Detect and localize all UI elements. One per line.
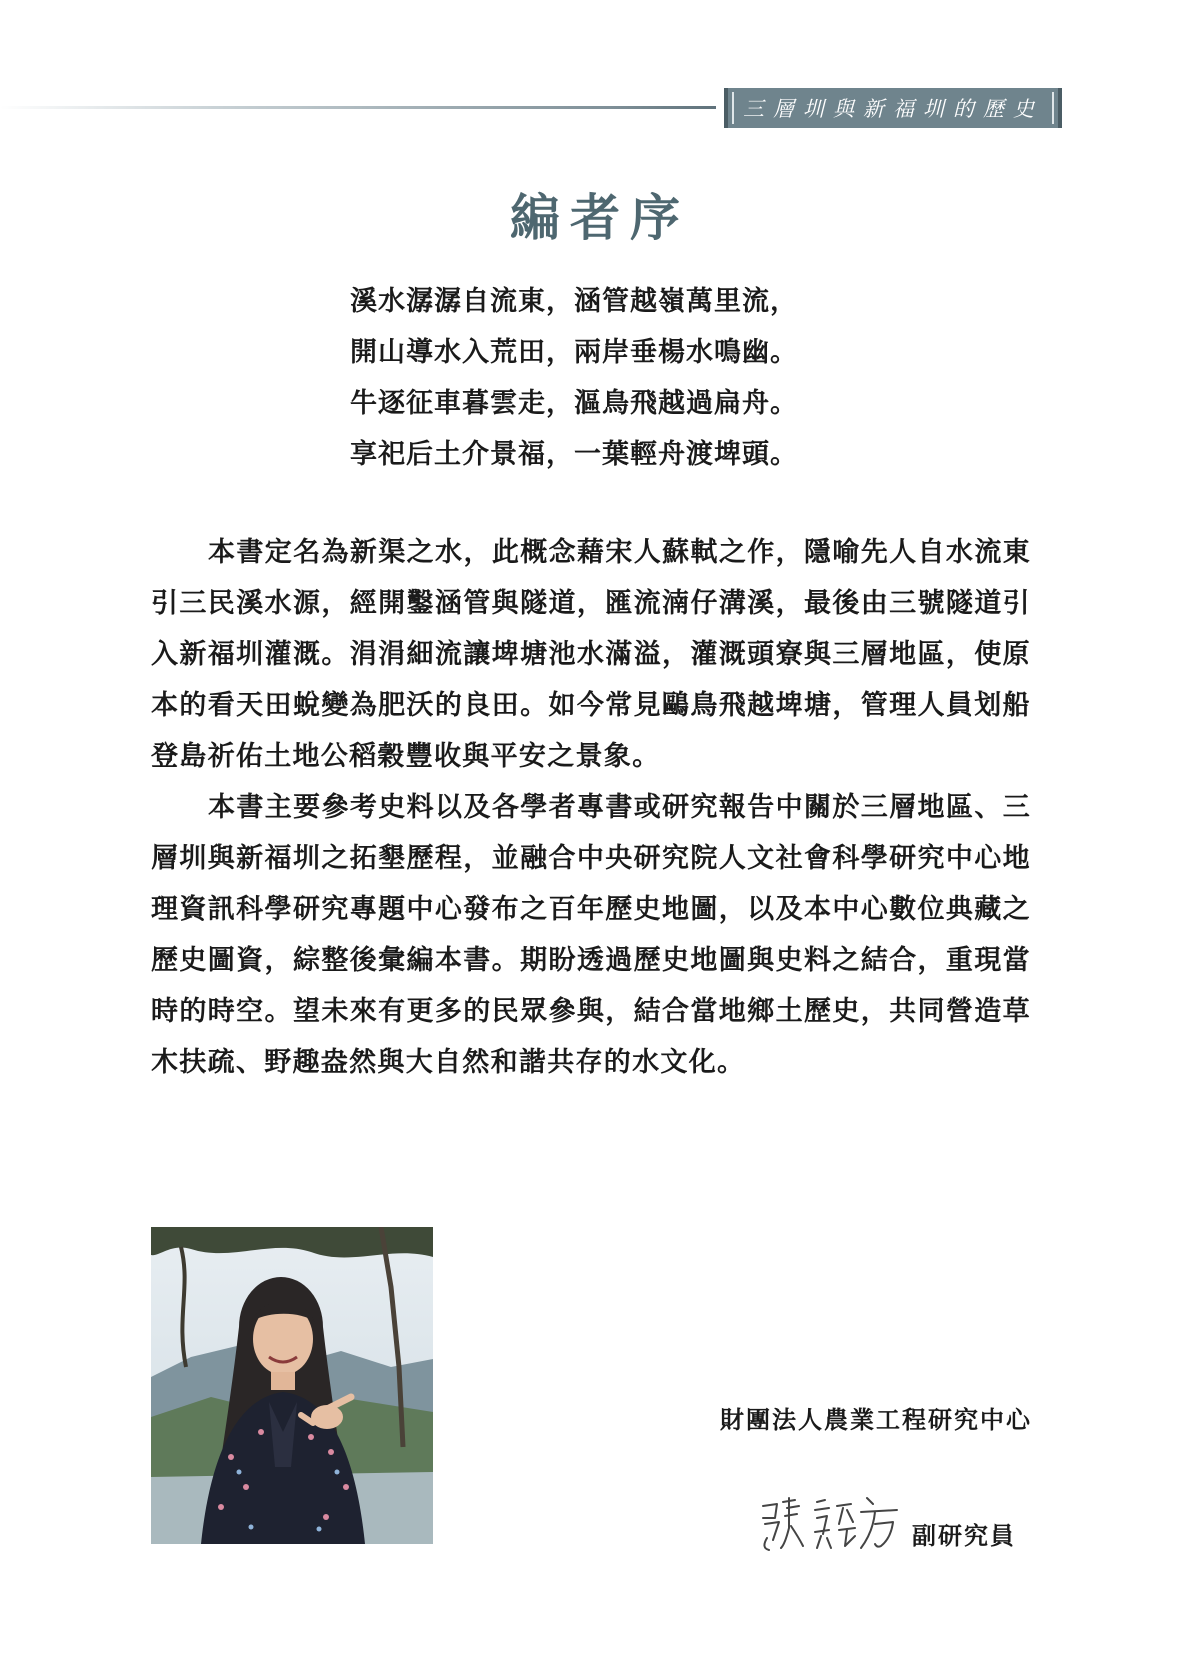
preface-body [151,527,1031,1088]
author-photo-illustration [151,1227,433,1544]
paragraph: 本書定名為新渠之水，此概念藉宋人蘇軾之作，隱喻先人自水流東引三民溪水源，經開鑿涵管與隧道，匯流湳仔溝溪，最後由三號隧道引入新福圳灌溉。涓涓細流讓埤塘池水滿溢，灌溉頭寮與三層地區，使原本的看天田蛻變為肥沃的良田。如今常見鷗鳥飛越埤塘，管理人員划船登島祈佑土地公稻穀豐收與平安之景象。 [151,537,1031,772]
poem [350,276,870,480]
paragraph: 本書主要參考史料以及各學者專書或研究報告中關於三層地區、三層圳與新福圳之拓墾歷程，並融合中央研究院人文社會科學研究中心地理資訊科學研究專題中心發布之百年歷史地圖，以及本中心數位典藏之歷史圖資，綜整後彙編本書。期盼透過歷史地圖與史料之結合，重現當時的時空。望未來有更多的民眾參與，結合當地鄉土歷史，共同營造草木扶疏、野趣盎然與大自然和諧共存的水文化。 [151,792,1031,1078]
header-rule [0,106,716,109]
signature-illustration [755,1488,905,1558]
poem-line: 享祀后土介景福，一葉輕舟渡埤頭。 [350,439,798,470]
role-title: 副研究員 [912,1521,1016,1550]
page-title: 編者序 [510,188,690,247]
running-header-title: 三層圳與新福圳的歷史 [743,97,1043,121]
affiliation: 財團法人農業工程研究中心 [720,1405,1032,1434]
poem-line: 開山導水入荒田，兩岸垂楊水鳴幽。 [350,337,798,368]
running-header [724,88,1062,128]
poem-line: 牛逐征車暮雲走，漚鳥飛越過扁舟。 [350,388,798,419]
poem-line: 溪水潺潺自流東，涵管越嶺萬里流， [350,286,798,317]
handwritten-signature [755,1488,905,1558]
author-photo [151,1227,433,1544]
